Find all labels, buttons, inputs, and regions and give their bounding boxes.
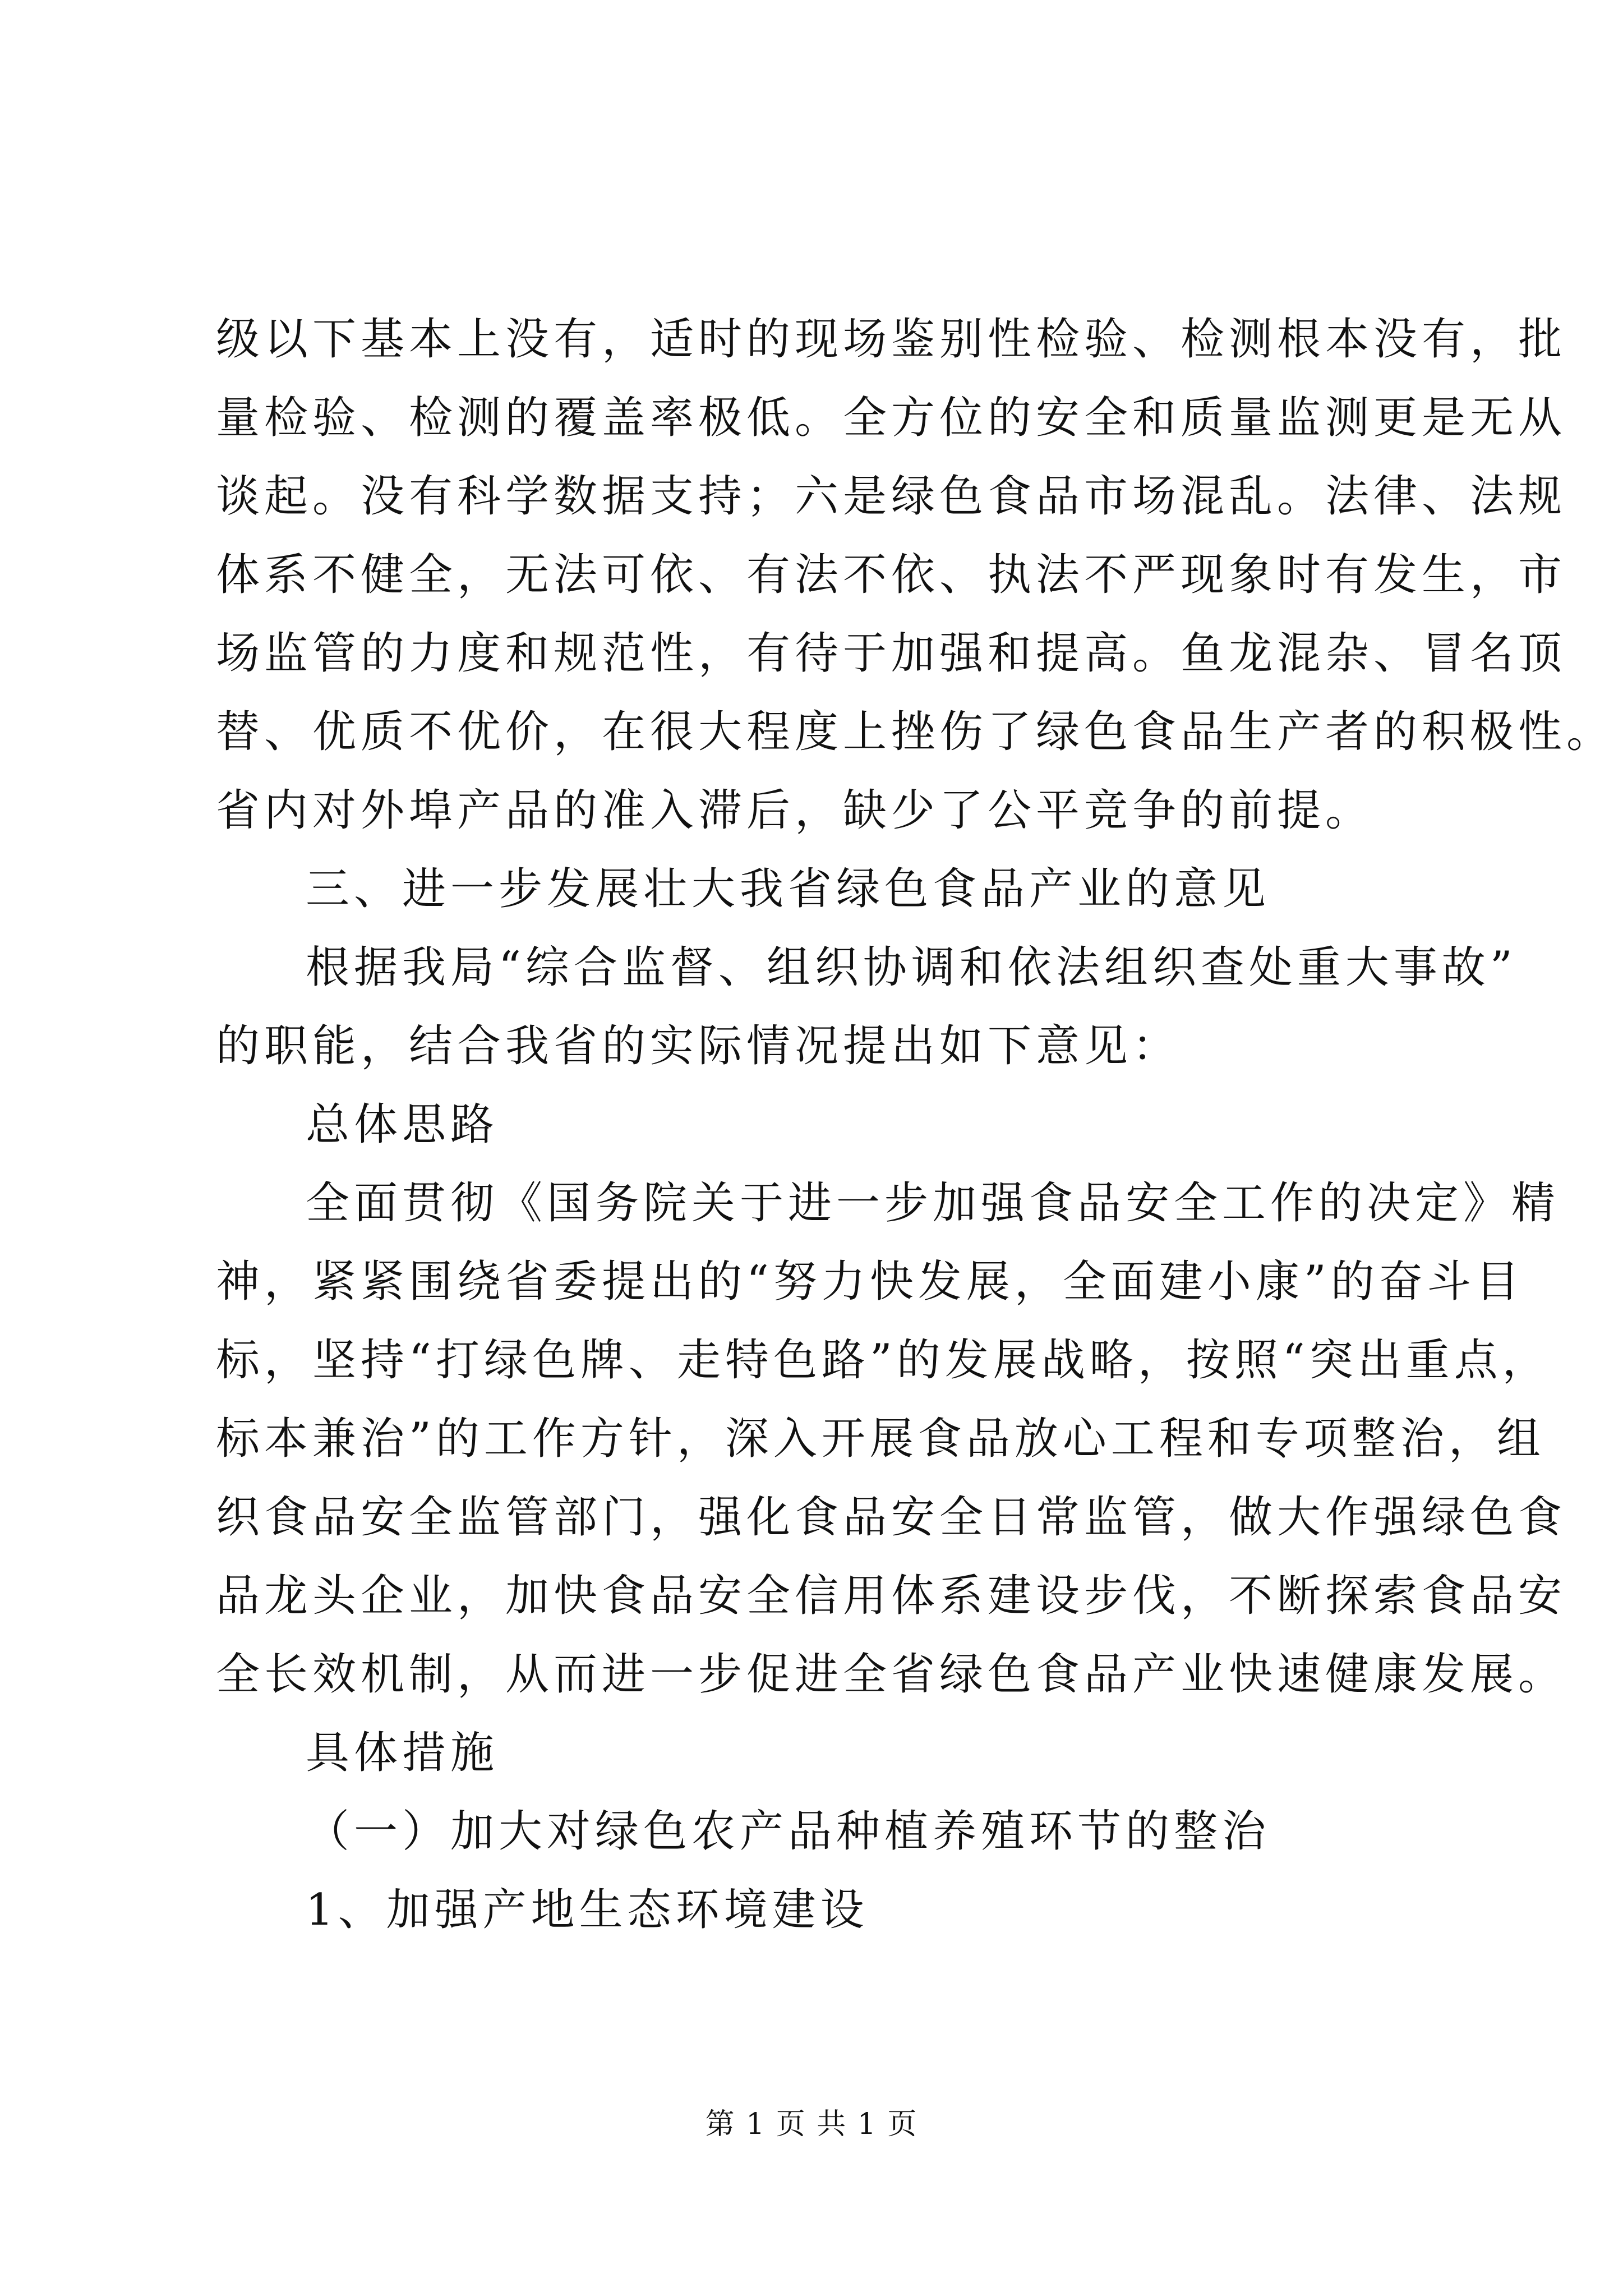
body-line-6: 替、优质不优价，在很大程度上挫伤了绿色食品生产者的积极性。	[216, 707, 1615, 757]
body-line-16: 织食品安全监管部门，强化食品安全日常监管，做大作强绿色食	[216, 1492, 1567, 1543]
section-heading-3: 三、进一步发展壮大我省绿色食品产业的意见	[306, 864, 1271, 914]
subheading-item-1: （一）加大对绿色农产品种植养殖环节的整治	[306, 1806, 1271, 1857]
body-line-10: 的职能，结合我省的实际情况提出如下意见：	[216, 1021, 1181, 1071]
body-line-9: 根据我局“综合监督、组织协调和依法组织查处重大事故”	[306, 942, 1517, 993]
page-number-footer: 第 1 页 共 1 页	[705, 2108, 918, 2141]
body-line-18: 全长效机制，从而进一步促进全省绿色食品产业快速健康发展。	[216, 1649, 1567, 1700]
body-line-12: 全面贯彻《国务院关于进一步加强食品安全工作的决定》精	[306, 1178, 1560, 1228]
body-line-15: 标本兼治”的工作方针，深入开展食品放心工程和专项整治，组	[216, 1414, 1545, 1464]
subheading-specific-measures: 具体措施	[306, 1728, 499, 1778]
body-line-17: 品龙头企业，加快食品安全信用体系建设步伐，不断探索食品安	[216, 1571, 1567, 1621]
body-line-5: 场监管的力度和规范性，有待于加强和提高。鱼龙混杂、冒名顶	[216, 628, 1567, 679]
body-line-13: 神，紧紧围绕省委提出的“努力快发展，全面建小康”的奋斗目	[216, 1257, 1524, 1307]
body-line-7: 省内对外埠产品的准入滞后，缺少了公平竞争的前提。	[216, 785, 1374, 836]
body-line-4: 体系不健全，无法可依、有法不依、执法不严现象时有发生，市	[216, 550, 1567, 600]
body-line-1: 级以下基本上没有，适时的现场鉴别性检验、检测根本没有，批	[216, 314, 1567, 365]
subheading-item-1-1: 1、加强产地生态环境建设	[306, 1885, 869, 1935]
body-line-14: 标，坚持“打绿色牌、走特色路”的发展战略，按照“突出重点，	[216, 1335, 1551, 1386]
subheading-overall-approach: 总体思路	[306, 1099, 499, 1150]
body-line-3: 谈起。没有科学数据支持；六是绿色食品市场混乱。法律、法规	[216, 471, 1567, 522]
body-line-2: 量检验、检测的覆盖率极低。全方位的安全和质量监测更是无从	[216, 393, 1567, 443]
